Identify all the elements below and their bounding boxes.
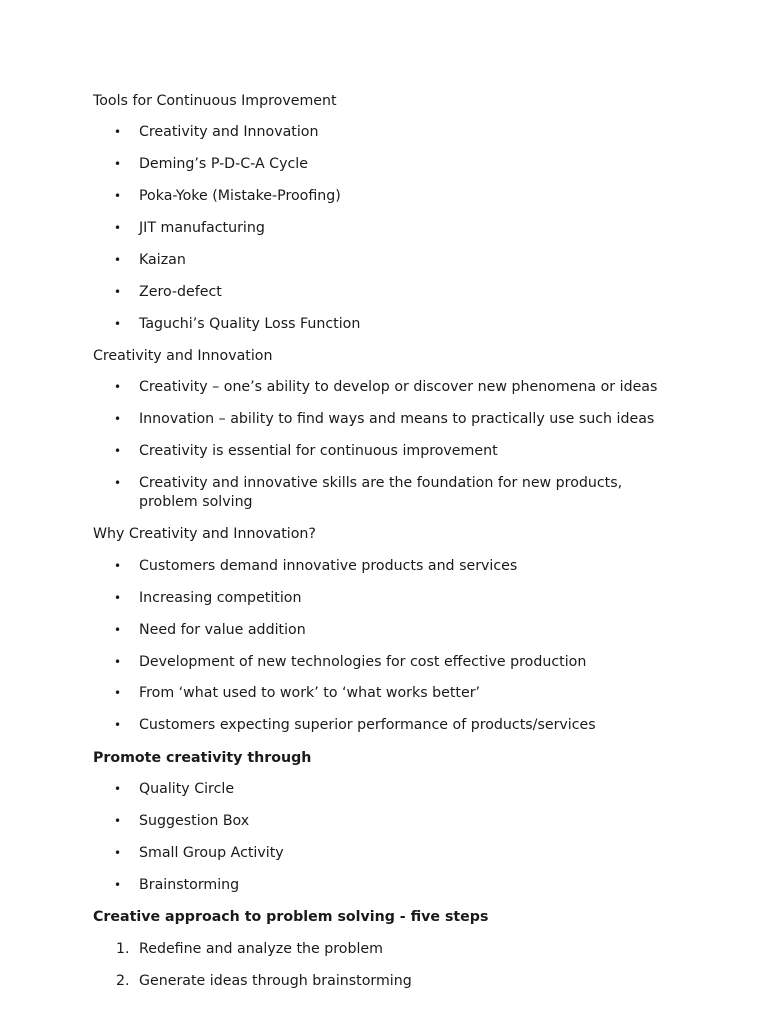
bullet-icon: •	[114, 157, 122, 171]
bullet-icon: •	[114, 814, 122, 828]
list-item-text: Creativity – one’s ability to develop or discover new phenomena or ideas	[139, 379, 658, 395]
bullet-icon: •	[114, 718, 122, 732]
bullet-icon: •	[114, 476, 122, 490]
bullet-icon: •	[114, 125, 122, 139]
list-item-text: Creativity and Innovation	[139, 124, 319, 140]
bullet-icon: •	[114, 655, 122, 669]
list-item-text: Creativity and innovative skills are the foundation for new products, problem solving	[139, 475, 623, 510]
bullet-icon: •	[114, 317, 122, 331]
bullet-icon: •	[114, 221, 122, 235]
bullet-icon: •	[114, 623, 122, 637]
section-heading-creativity: Creativity and Innovation	[93, 348, 273, 364]
bullet-icon: •	[114, 253, 122, 267]
list-number: 1.	[116, 941, 130, 957]
section-heading-promote: Promote creativity through	[93, 750, 312, 766]
list-item-text: Kaizan	[139, 252, 186, 268]
bullet-icon: •	[114, 878, 122, 892]
list-item-text: Small Group Activity	[139, 845, 284, 861]
list-item-text: Redefine and analyze the problem	[139, 941, 383, 957]
list-item-text: Deming’s P-D-C-A Cycle	[139, 156, 308, 172]
bullet-icon: •	[114, 189, 122, 203]
list-item-text: Generate ideas through brainstorming	[139, 973, 412, 989]
list-item-text: Quality Circle	[139, 781, 235, 797]
list-item-text: Suggestion Box	[139, 813, 250, 829]
section-heading-why: Why Creativity and Innovation?	[93, 526, 316, 542]
bullet-icon: •	[114, 412, 122, 426]
list-item-text: From ‘what used to work’ to ‘what works better’	[139, 685, 481, 701]
bullet-icon: •	[114, 380, 122, 394]
list-item-text: Customers expecting superior performance of products/services	[139, 717, 596, 733]
list-item-text: Taguchi’s Quality Loss Function	[139, 316, 361, 332]
list-item-text: Innovation – ability to find ways and means to practically use such ideas	[139, 411, 655, 427]
section-heading-tools: Tools for Continuous Improvement	[93, 93, 337, 109]
bullet-icon: •	[114, 444, 122, 458]
list-item-text: Customers demand innovative products and services	[139, 558, 518, 574]
bullet-icon: •	[114, 591, 122, 605]
bullet-icon: •	[114, 846, 122, 860]
list-item-text: Zero-defect	[139, 284, 222, 300]
bullet-icon: •	[114, 782, 122, 796]
bullet-icon: •	[114, 285, 122, 299]
list-item-text: Increasing competition	[139, 590, 302, 606]
list-item-text: Brainstorming	[139, 877, 240, 893]
section-heading-five-steps: Creative approach to problem solving - five steps	[93, 909, 489, 925]
list-item-text: Creativity is essential for continuous improvement	[139, 443, 498, 459]
bullet-icon: •	[114, 559, 122, 573]
bullet-icon: •	[114, 686, 122, 700]
list-item-text: JIT manufacturing	[139, 220, 265, 236]
list-item-text: Need for value addition	[139, 622, 306, 638]
list-number: 2.	[116, 973, 130, 989]
list-item-text: Development of new technologies for cost effective production	[139, 654, 587, 670]
list-item-text: Poka-Yoke (Mistake-Proofing)	[139, 188, 341, 204]
